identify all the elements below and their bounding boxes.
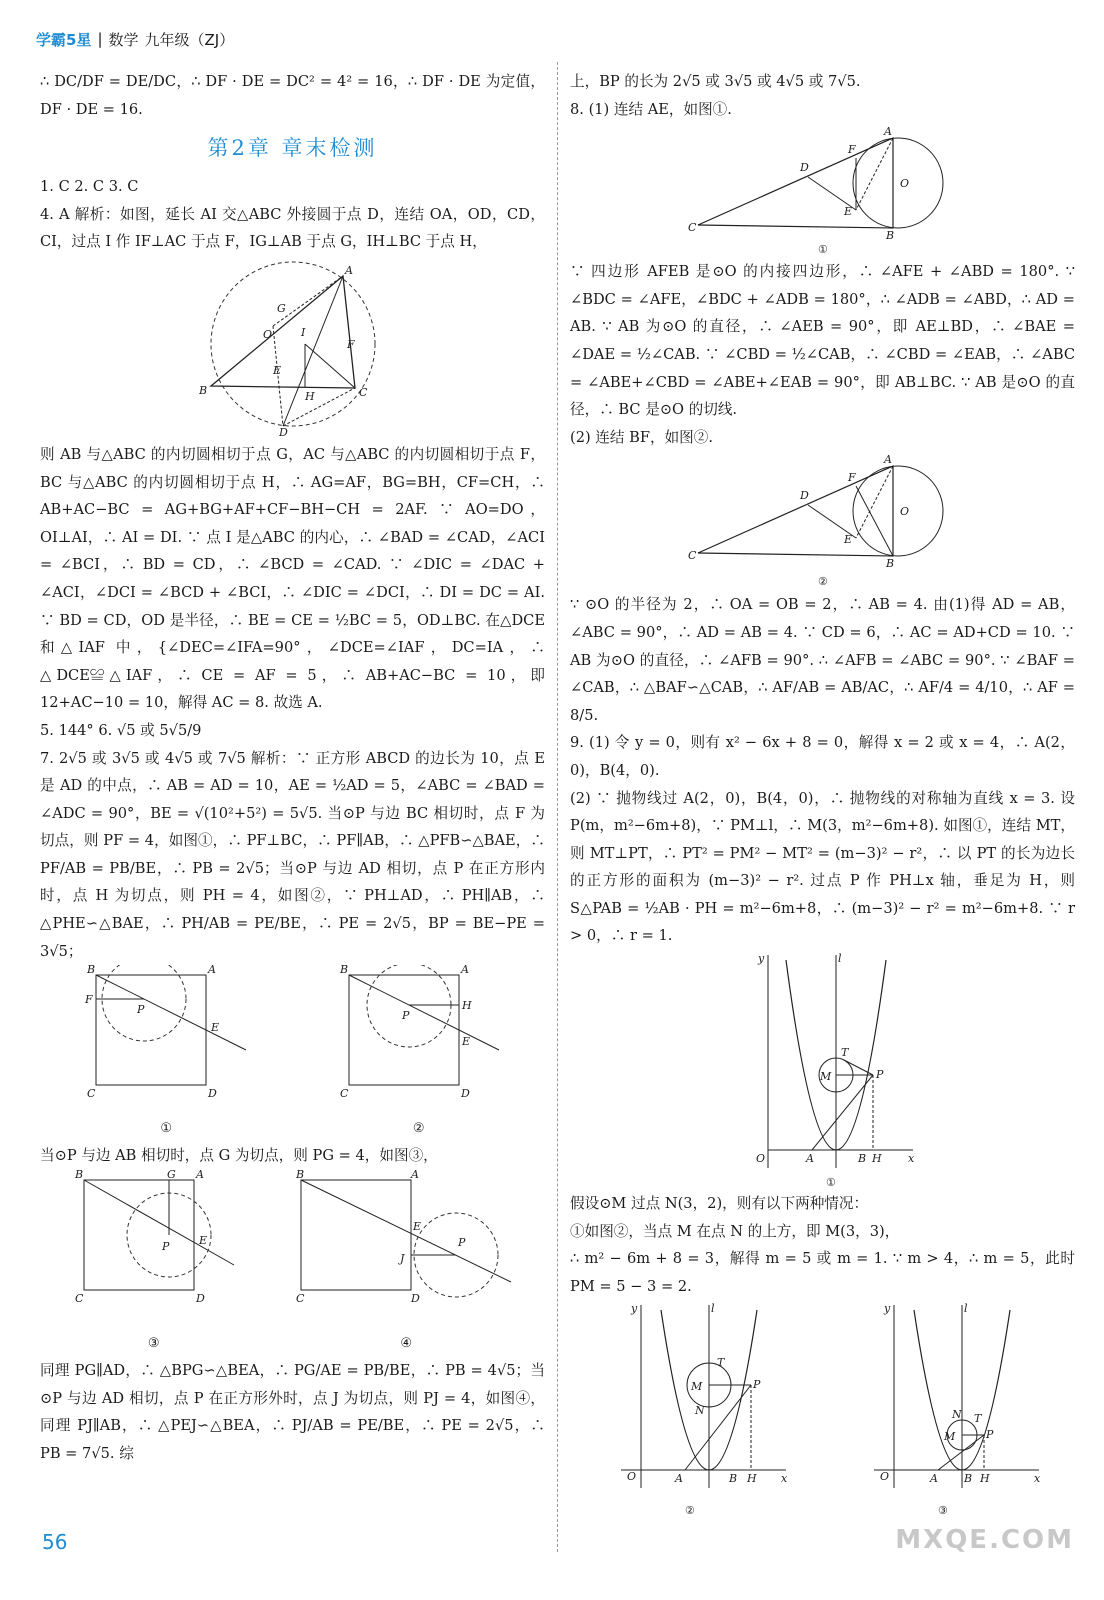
svg-text:A: A <box>208 965 217 977</box>
svg-text:M: M <box>819 1070 831 1084</box>
square-figure-4 <box>296 1170 516 1320</box>
svg-text:C: C <box>687 549 696 563</box>
svg-text:l: l <box>963 1302 968 1316</box>
svg-text:C: C <box>296 1292 305 1306</box>
figure-caption: ② <box>412 1120 425 1136</box>
svg-text:E: E <box>211 1021 220 1035</box>
svg-text:H: H <box>979 1472 990 1486</box>
svg-text:A: A <box>411 1170 420 1182</box>
svg-text:H: H <box>747 1472 757 1486</box>
svg-text:H: H <box>871 1152 882 1166</box>
svg-text:②: ② <box>817 575 828 589</box>
logo: 学霸5星 <box>36 30 92 49</box>
answer-text: 4. A 解析：如图，延长 AI 交△ABC 外接圆于点 D，连结 OA，OD，CD，CI，过点 I 作 IF⊥AC 于点 F，IG⊥AB 于点 G，IH⊥BC 于点 H， <box>40 205 545 251</box>
parabola-figure-2 <box>601 1300 791 1525</box>
figure-caption: ③ <box>147 1335 160 1351</box>
answer-text: 当⊙P 与边 AB 相切时，点 G 为切点，则 PG = 4，如图③， <box>40 1147 438 1165</box>
parabola-figure-1 <box>728 950 918 1190</box>
answer-text: 9. (1) 令 y = 0，则有 x² − 6x + 8 = 0，解得 x = 2 或 x = 4，∴ A(2，0)，B(4，0). <box>570 734 1075 779</box>
svg-text:F: F <box>346 337 355 351</box>
circle-triangle-figure <box>193 256 393 441</box>
page-header <box>36 28 234 50</box>
svg-text:C: C <box>358 385 367 399</box>
svg-text:O: O <box>879 1470 889 1484</box>
svg-text:A: A <box>195 1170 204 1182</box>
svg-text:M: M <box>691 1380 703 1394</box>
svg-text:F: F <box>85 993 93 1007</box>
svg-text:T: T <box>717 1356 725 1370</box>
square-figure-2 <box>334 965 504 1105</box>
answer-text: 8. (1) 连结 AE，如图①. <box>570 100 732 118</box>
svg-text:C: C <box>687 221 696 235</box>
svg-text:x: x <box>1033 1472 1040 1486</box>
svg-text:D: D <box>208 1087 218 1101</box>
svg-text:③: ③ <box>937 1504 948 1518</box>
svg-text:B: B <box>198 383 207 397</box>
svg-text:C: C <box>339 1087 349 1101</box>
svg-text:O: O <box>627 1470 637 1484</box>
svg-text:y: y <box>883 1302 890 1316</box>
svg-text:D: D <box>799 161 809 175</box>
column-divider <box>557 62 558 1552</box>
svg-text:E: E <box>413 1220 422 1234</box>
svg-text:A: A <box>929 1472 938 1486</box>
svg-text:P: P <box>753 1378 761 1392</box>
svg-text:l: l <box>837 952 842 966</box>
answer-text: 同理 PG∥AD，∴ △BPG∽△BEA，∴ PG/AE = PB/BE，∴ PB = 4√5；当⊙P 与边 AD 相切，点 P 在正方形外时，点 J 为切点，则 PJ = 4，如图④，同理 PJ∥AB，∴ △PEJ∽△BEA，∴ PJ/AB = PE/BE，∴ PE = 2√5，∴ PB = 7√5. 综 <box>40 1362 545 1462</box>
svg-text:O: O <box>899 177 909 191</box>
svg-text:A: A <box>805 1152 814 1166</box>
figure-caption: ④ <box>400 1335 413 1351</box>
svg-text:T: T <box>973 1412 982 1426</box>
svg-text:P: P <box>401 1009 410 1023</box>
answer-text: ∴ DC/DF = DE/DC，∴ DF · DE = DC² = 4² = 16，∴ DF · DE 为定值，DF · DE = 16. <box>40 73 545 118</box>
tangent-circle-figure-2 <box>688 451 958 591</box>
svg-text:C: C <box>87 1087 96 1101</box>
svg-text:O: O <box>262 327 272 341</box>
svg-text:y: y <box>757 952 764 966</box>
svg-text:B: B <box>857 1152 866 1166</box>
header-grade: 九年级（ZJ） <box>144 30 235 49</box>
svg-text:D: D <box>799 489 809 503</box>
svg-text:F: F <box>847 143 856 157</box>
svg-text:B: B <box>885 229 894 243</box>
answer-text: ①如图②，当点 M 在点 N 的上方，即 M(3，3)， <box>570 1222 900 1240</box>
answer-text: ∵ ⊙O 的半径为 2，∴ OA = OB = 2，∴ AB = 4. 由(1)得 AD = AB，∠ABC = 90°，∴ AD = AB = 4. ∵ CD = 6，∴ AC = AD+CD = 10. ∵ AB 为⊙O 的直径，∴ ∠AFB = 90°. ∴ ∠AFB = ∠ABC = 90°. ∵ ∠BAF = ∠CAB，∴ △BAF∽△CAB，∴ AF/AB = AB/AC，∴ AF/4 = 4/10，∴ AF = 8/5. <box>570 596 1075 724</box>
svg-text:H: H <box>304 389 315 403</box>
svg-text:N: N <box>695 1404 705 1418</box>
svg-text:O: O <box>899 505 909 519</box>
svg-text:P: P <box>985 1428 994 1442</box>
svg-text:I: I <box>300 325 305 339</box>
svg-text:B: B <box>296 1170 305 1182</box>
svg-text:A: A <box>460 965 469 977</box>
svg-text:A: A <box>344 263 353 277</box>
svg-text:O: O <box>755 1152 765 1166</box>
svg-text:E: E <box>461 1035 470 1049</box>
answer-text: (2) 连结 BF，如图②. <box>570 428 714 446</box>
svg-text:E: E <box>843 533 852 547</box>
answer-text: 1. C 2. C 3. C <box>40 178 139 196</box>
watermark: MXQE.COM <box>895 1525 1074 1555</box>
svg-text:l: l <box>711 1302 715 1316</box>
svg-text:H: H <box>461 999 472 1013</box>
svg-text:D: D <box>278 425 288 439</box>
answer-text: 5. 144° 6. √5 或 5√5/9 <box>40 721 202 739</box>
svg-text:D: D <box>411 1292 421 1306</box>
svg-text:D: D <box>195 1292 205 1306</box>
chapter-title: 第2章 章末检测 <box>207 136 378 161</box>
svg-text:A: A <box>883 453 892 467</box>
svg-text:E: E <box>272 363 281 377</box>
svg-text:C: C <box>74 1292 84 1306</box>
svg-text:J: J <box>400 1252 405 1266</box>
parabola-figures-row <box>570 1300 1075 1525</box>
header-subject: 数学 <box>108 30 139 49</box>
svg-text:A: A <box>675 1472 684 1486</box>
svg-text:P: P <box>137 1003 145 1017</box>
answer-text: 则 AB 与△ABC 的内切圆相切于点 G，AC 与△ABC 的内切圆相切于点 F，BC 与△ABC 的内切圆相切于点 H，∴ AG=AF，BG=BH，CF=CH，∴ AB+AC−BC = AG+BG+AF+CF−BH−CH = 2AF. ∵ AO=DO，OI⊥AI，∴ AI = DI. ∵ 点 I 是△ABC 的内心，∴ ∠BAD = ∠CAD，∠ACI = ∠BCI，∴ BD = CD，∴ ∠BCD = ∠CAD. ∵ ∠DIC = ∠DAC + ∠ACI，∠DCI = ∠BCD + ∠BCI，∴ ∠DIC = ∠DCI，∴ DI = DC = AI. ∵ BD = CD，OD 是半径，∴ BE = CE = ½BC = 5，OD⊥BC. 在△DCE 和△IAF 中，{∠DEC=∠IFA=90°，∠DCE=∠IAF，DC=IA，∴ △DCE≌△IAF，∴ CE = AF = 5，∴ AB+AC−BC = 10，即 12+AC−10 = 10，解得 AC = 8. 故选 A. <box>40 445 545 712</box>
svg-text:E: E <box>843 205 852 219</box>
parabola-figure-3 <box>854 1300 1044 1525</box>
svg-text:①: ① <box>817 243 828 257</box>
answer-text: 7. 2√5 或 3√5 或 4√5 或 7√5 解析：∵ 正方形 ABCD 的边长为 10，点 E 是 AD 的中点，∴ AB = AD = 10，AE = ½AD = 5，∠ABC = ∠BAD = ∠ADC = 90°，BE = √(10²+5²) = 5√5. 当⊙P 与边 BC 相切时，点 F 为切点，则 PF = 4，如图①，∴ PF⊥BC，∴ PF∥AB，∴ △PFB∽△BAE，∴ PF/AB = PB/BE，∴ PB = 2√5；当⊙P 与边 AD 相切，点 P 在正方形内时，点 H 为切点，则 PH = 4，如图②，∵ PH⊥AD，∴ PH∥AB，∴ △PHE∽△BAE，∴ PH/AB = PE/BE，∴ PE = 2√5，BP = BE−PE = 3√5； <box>40 749 545 960</box>
svg-text:E: E <box>198 1234 207 1248</box>
answer-text: ∴ m² − 6m + 8 = 3，解得 m = 5 或 m = 1. ∵ m > 4，∴ m = 5，此时 PM = 5 − 3 = 2. <box>570 1250 1075 1295</box>
answer-text: ∵ 四边形 AFEB 是⊙O 的内接四边形，∴ ∠AFE + ∠ABD = 180°. ∵ ∠BDC = ∠AFE，∠BDC + ∠ADB = 180°，∴ ∠ADB = ∠ABD，∴ AD = AB. ∵ AB 为⊙O 的直径，∴ ∠AEB = 90°，即 AE⊥BD，∴ ∠BAE = ∠DAE = ½∠CAB. ∵ ∠CBD = ½∠CAB，∴ ∠CBD = ∠EAB，∴ ∠ABC = ∠ABE+∠CBD = ∠ABE+∠EAB = 90°，即 AB⊥BC. ∵ AB 是⊙O 的直径，∴ BC 是⊙O 的切线. <box>570 263 1075 419</box>
svg-text:y: y <box>631 1302 638 1316</box>
page-number: 56 <box>42 1530 68 1554</box>
svg-text:x: x <box>907 1152 914 1166</box>
svg-text:T: T <box>840 1046 848 1060</box>
svg-text:B: B <box>885 557 894 571</box>
answer-text: (2) ∵ 抛物线过 A(2，0)，B(4，0)，∴ 抛物线的对称轴为直线 x = 3. 设 P(m，m²−6m+8)，∵ PM⊥l，∴ M(3，m²−6m+8). 如图①，连结 MT，则 MT⊥PT，∴ PT² = PM² − MT² = (m−3)² − r²，∴ 以 PT 的长为边长的正方形的面积为 (m−3)² − r². 过点 P 作 PH⊥x 轴，垂足为 H，则 S△PAB = ½AB · PH = m²−6m+8，∴ (m−3)² − r² = m²−6m+8. ∵ r > 0，∴ r = 1. <box>570 789 1075 945</box>
svg-text:A: A <box>883 125 892 139</box>
svg-text:D: D <box>460 1087 470 1101</box>
svg-text:N: N <box>951 1408 962 1422</box>
svg-text:B: B <box>963 1472 972 1486</box>
answer-text: 假设⊙M 过点 N(3，2)，则有以下两种情况： <box>570 1195 869 1213</box>
right-column <box>570 68 1075 1525</box>
svg-text:G: G <box>276 301 286 315</box>
svg-text:F: F <box>847 471 856 485</box>
square-figure-3 <box>69 1170 239 1320</box>
svg-text:②: ② <box>685 1504 696 1518</box>
svg-text:x: x <box>781 1472 788 1486</box>
svg-text:P: P <box>458 1236 466 1250</box>
svg-text:①: ① <box>825 1176 836 1190</box>
svg-text:B: B <box>87 965 96 977</box>
svg-text:B: B <box>74 1170 83 1182</box>
tangent-circle-figure-1 <box>688 123 958 258</box>
square-figure-1 <box>81 965 251 1105</box>
svg-text:B: B <box>729 1472 738 1486</box>
svg-text:G: G <box>166 1170 176 1182</box>
svg-text:M: M <box>943 1430 956 1444</box>
svg-text:P: P <box>161 1240 170 1254</box>
answer-text: 上，BP 的长为 2√5 或 3√5 或 4√5 或 7√5. <box>570 73 861 90</box>
square-figures-row-2 <box>40 1170 545 1357</box>
left-column <box>40 68 545 1468</box>
svg-text:B: B <box>339 965 348 977</box>
square-figures-row-1 <box>40 965 545 1142</box>
header-separator: | <box>97 30 103 48</box>
figure-caption: ① <box>160 1120 173 1136</box>
svg-text:P: P <box>875 1068 883 1082</box>
